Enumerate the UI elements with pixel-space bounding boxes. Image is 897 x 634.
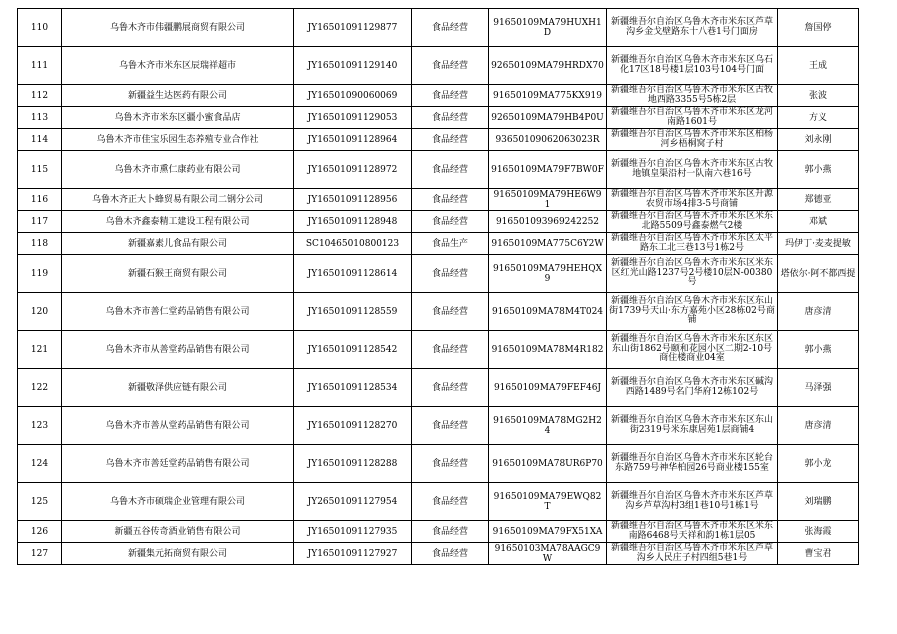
company-name: 新疆嘉素儿食品有限公司 [62, 233, 294, 255]
business-category: 食品经营 [412, 151, 489, 189]
company-name: 新疆益生达医药有限公司 [62, 85, 294, 107]
company-name: 新疆五谷传奇酒业销售有限公司 [62, 521, 294, 543]
legal-representative: 郭小燕 [778, 151, 859, 189]
legal-representative: 刘瑞鹏 [778, 483, 859, 521]
business-category: 食品经营 [412, 331, 489, 369]
company-name: 乌鲁木齐正大卜蜂贸易有限公司二钢分公司 [62, 189, 294, 211]
credit-code: 91650109MA79F7BW0F [489, 151, 607, 189]
business-category: 食品生产 [412, 233, 489, 255]
row-number: 116 [18, 189, 62, 211]
row-number: 113 [18, 107, 62, 129]
business-category: 食品经营 [412, 445, 489, 483]
legal-representative: 詹国停 [778, 9, 859, 47]
table-row [18, 521, 859, 543]
row-number: 126 [18, 521, 62, 543]
business-category: 食品经营 [412, 107, 489, 129]
license-number: JY16501091128948 [294, 211, 412, 233]
business-address: 新疆维吾尔自治区乌鲁木齐市米东区升源农贸市场4排3-5号商铺 [607, 189, 778, 211]
row-number: 114 [18, 129, 62, 151]
company-name: 乌鲁木齐市硕瑞企业管理有限公司 [62, 483, 294, 521]
business-address: 新疆维吾尔自治区乌鲁木齐市米东区芦草沟乡芦草沟村3组1巷10号1栋1号 [607, 483, 778, 521]
business-address: 新疆维吾尔自治区乌鲁木齐市米东区芦草沟乡金戈壁路东十八巷1号门面房 [607, 9, 778, 47]
business-category: 食品经营 [412, 189, 489, 211]
license-number: JY16501091128288 [294, 445, 412, 483]
company-name: 新疆石猴王商贸有限公司 [62, 255, 294, 293]
row-number: 110 [18, 9, 62, 47]
table-row [18, 293, 859, 331]
credit-code: 91650109MA79EWQ82T [489, 483, 607, 521]
business-address: 新疆维吾尔自治区乌鲁木齐市米东区乌石化17区18号楼1层103号104号门面 [607, 47, 778, 85]
business-category: 食品经营 [412, 483, 489, 521]
business-category: 食品经营 [412, 369, 489, 407]
row-number: 122 [18, 369, 62, 407]
company-name: 乌鲁木齐市善廷堂药品销售有限公司 [62, 445, 294, 483]
business-address: 新疆维吾尔自治区乌鲁木齐市米东区东山街2319号米东康居苑1层商铺4 [607, 407, 778, 445]
table-body [18, 9, 859, 565]
credit-code: 92650109MA79HB4P0U [489, 107, 607, 129]
credit-code: 91650109MA79HUXH1D [489, 9, 607, 47]
company-name: 乌鲁木齐鑫泰精工建设工程有限公司 [62, 211, 294, 233]
license-number: JY16501091128542 [294, 331, 412, 369]
license-number: JY16501091127927 [294, 543, 412, 565]
credit-code: 91650109MA79FX51XA [489, 521, 607, 543]
company-name: 乌鲁木齐市熏仁康药业有限公司 [62, 151, 294, 189]
business-category: 食品经营 [412, 293, 489, 331]
credit-code: 91650109MA775KX919 [489, 85, 607, 107]
company-name: 乌鲁木齐市米东区疆小蜜食品店 [62, 107, 294, 129]
table-row [18, 255, 859, 293]
legal-representative: 方义 [778, 107, 859, 129]
legal-representative: 张波 [778, 85, 859, 107]
legal-representative: 玛伊丁·麦麦提敏 [778, 233, 859, 255]
credit-code: 91650109MA78M4R182 [489, 331, 607, 369]
business-category: 食品经营 [412, 255, 489, 293]
row-number: 127 [18, 543, 62, 565]
legal-representative: 马泽强 [778, 369, 859, 407]
company-name: 乌鲁木齐市佳宝乐园生态养殖专业合作社 [62, 129, 294, 151]
credit-code: 91650109MA775C6Y2W [489, 233, 607, 255]
table-row [18, 47, 859, 85]
license-number: SC10465010800123 [294, 233, 412, 255]
business-category: 食品经营 [412, 543, 489, 565]
row-number: 121 [18, 331, 62, 369]
company-name: 乌鲁木齐市善从堂药品销售有限公司 [62, 407, 294, 445]
legal-representative: 曹宝君 [778, 543, 859, 565]
table-row [18, 445, 859, 483]
business-address: 新疆维吾尔自治区乌鲁木齐市米东区碱沟西路1489号名门华府12栋102号 [607, 369, 778, 407]
credit-code: 91650109MA79FEF46J [489, 369, 607, 407]
business-address: 新疆维吾尔自治区乌鲁木齐市米东区轮台东路759号神华柏园26号商业楼155室 [607, 445, 778, 483]
legal-representative: 唐彦清 [778, 407, 859, 445]
credit-code: 91650109MA79HEHQX9 [489, 255, 607, 293]
license-table [17, 8, 859, 565]
license-number: JY16501091128614 [294, 255, 412, 293]
credit-code: 93650109062063023R [489, 129, 607, 151]
table-row [18, 85, 859, 107]
company-name: 乌鲁木齐市从善堂药品销售有限公司 [62, 331, 294, 369]
credit-code: 91650109396924225​2 [489, 211, 607, 233]
row-number: 125 [18, 483, 62, 521]
company-name: 乌鲁木齐市米东区辰瑞祥超市 [62, 47, 294, 85]
table-row [18, 369, 859, 407]
credit-code: 91650109MA79HE6W91 [489, 189, 607, 211]
business-category: 食品经营 [412, 47, 489, 85]
table-row [18, 211, 859, 233]
row-number: 123 [18, 407, 62, 445]
business-address: 新疆维吾尔自治区乌鲁木齐市米东区米东区红光山路1237号2号楼10层N-00380号 [607, 255, 778, 293]
business-address: 新疆维吾尔自治区乌鲁木齐市米东区古牧地西路3355号5栋2层 [607, 85, 778, 107]
license-number: JY16501091127935 [294, 521, 412, 543]
table-row [18, 331, 859, 369]
legal-representative: 唐彦清 [778, 293, 859, 331]
legal-representative: 塔依尔·阿不都西提 [778, 255, 859, 293]
credit-code: 91650103MA78AAGC9W [489, 543, 607, 565]
legal-representative: 邓斌 [778, 211, 859, 233]
company-name: 新疆集元拓商贸有限公司 [62, 543, 294, 565]
license-number: JY16501091129140 [294, 47, 412, 85]
legal-representative: 郭小龙 [778, 445, 859, 483]
table-row [18, 129, 859, 151]
license-number: JY16501091129053 [294, 107, 412, 129]
legal-representative: 刘永刚 [778, 129, 859, 151]
business-category: 食品经营 [412, 407, 489, 445]
business-address: 新疆维吾尔自治区乌鲁木齐市米东区龙河南路1601号 [607, 107, 778, 129]
row-number: 117 [18, 211, 62, 233]
table-row [18, 407, 859, 445]
business-address: 新疆维吾尔自治区乌鲁木齐市米东区芦草沟乡人民庄子村四组5巷1号 [607, 543, 778, 565]
business-category: 食品经营 [412, 211, 489, 233]
row-number: 112 [18, 85, 62, 107]
company-name: 乌鲁木齐市伟疆鹏展商贸有限公司 [62, 9, 294, 47]
business-category: 食品经营 [412, 521, 489, 543]
business-address: 新疆维吾尔自治区乌鲁木齐市米东区米东北路5509号鑫泰燃气2楼 [607, 211, 778, 233]
table-row [18, 483, 859, 521]
license-number: JY16501091128534 [294, 369, 412, 407]
row-number: 111 [18, 47, 62, 85]
legal-representative: 郭小燕 [778, 331, 859, 369]
business-category: 食品经营 [412, 9, 489, 47]
table-row [18, 9, 859, 47]
table-row [18, 543, 859, 565]
credit-code: 92650109MA79HRDX70 [489, 47, 607, 85]
business-category: 食品经营 [412, 129, 489, 151]
legal-representative: 王成 [778, 47, 859, 85]
business-address: 新疆维吾尔自治区乌鲁木齐市米东区东区东山街1862号颐和花园小区二期2-10号商住楼商业04室 [607, 331, 778, 369]
license-number: JY16501091128270 [294, 407, 412, 445]
table-row [18, 107, 859, 129]
license-number: JY16501091129877 [294, 9, 412, 47]
table-row [18, 233, 859, 255]
company-name: 新疆敬泽供应链有限公司 [62, 369, 294, 407]
legal-representative: 张海霞 [778, 521, 859, 543]
license-number: JY16501091128559 [294, 293, 412, 331]
license-number: JY26501091127954 [294, 483, 412, 521]
business-address: 新疆维吾尔自治区乌鲁木齐市米东区古牧地镇皇渠沿村一队南六巷16号 [607, 151, 778, 189]
row-number: 115 [18, 151, 62, 189]
business-address: 新疆维吾尔自治区乌鲁木齐市米东区柏杨河乡梧桐窝子村 [607, 129, 778, 151]
business-address: 新疆维吾尔自治区乌鲁木齐市米东区米东南路6468号天祥和韵1栋1层05 [607, 521, 778, 543]
company-name: 乌鲁木齐市善仁堂药品销售有限公司 [62, 293, 294, 331]
license-number: JY16501091128956 [294, 189, 412, 211]
business-address: 新疆维吾尔自治区乌鲁木齐市米东区太平路东工北三巷13号1栋2号 [607, 233, 778, 255]
legal-representative: 郑德亚 [778, 189, 859, 211]
business-address: 新疆维吾尔自治区乌鲁木齐市米东区东山街1739号天山·东方嘉苑小区28栋02号商铺 [607, 293, 778, 331]
business-category: 食品经营 [412, 85, 489, 107]
license-number: JY16501091128964 [294, 129, 412, 151]
credit-code: 91650109MA78M4T024 [489, 293, 607, 331]
row-number: 119 [18, 255, 62, 293]
license-number: JY16501090060069 [294, 85, 412, 107]
table-row [18, 189, 859, 211]
table-row [18, 151, 859, 189]
license-number: JY16501091128972 [294, 151, 412, 189]
credit-code: 91650109MA78UR6P70 [489, 445, 607, 483]
row-number: 124 [18, 445, 62, 483]
credit-code: 91650109MA78MG2H24 [489, 407, 607, 445]
row-number: 120 [18, 293, 62, 331]
row-number: 118 [18, 233, 62, 255]
